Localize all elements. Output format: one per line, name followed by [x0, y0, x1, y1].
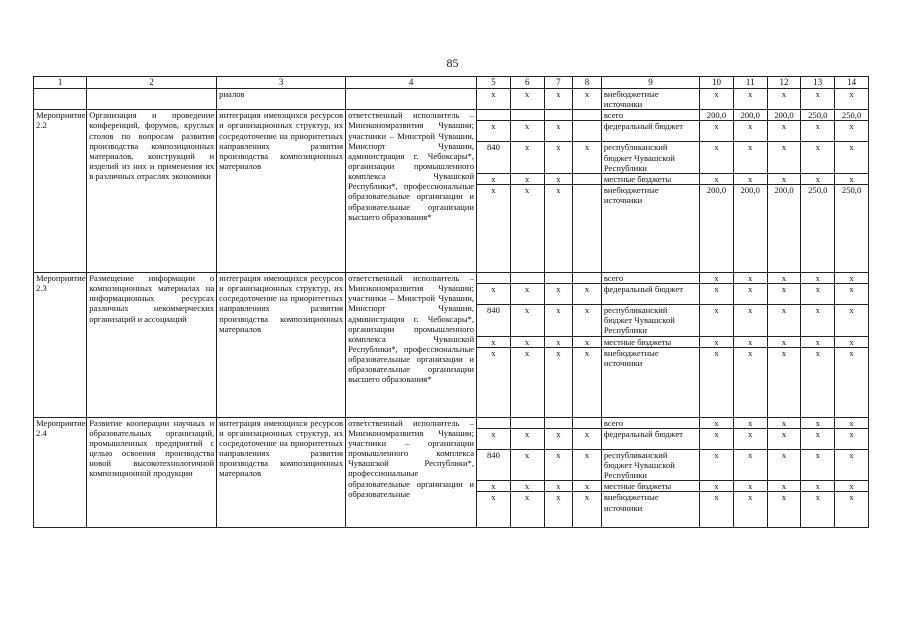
code-cell: x — [544, 449, 573, 480]
value-cell: 200,0 — [700, 110, 734, 121]
funding-source: внебюджетные источники — [601, 89, 699, 110]
value-cell: x — [733, 336, 767, 347]
value-cell: 250,0 — [835, 110, 869, 121]
table-row — [34, 417, 869, 428]
code-cell: 840 — [477, 142, 511, 173]
value-cell: x — [700, 272, 734, 283]
header-cell: 11 — [733, 77, 767, 89]
table-row — [34, 272, 869, 283]
value-cell: x — [835, 305, 869, 336]
code-cell: x — [510, 89, 544, 110]
value-cell: x — [733, 173, 767, 184]
code-cell: x — [544, 347, 573, 417]
value-cell: x — [801, 481, 835, 492]
value-cell: x — [801, 121, 835, 142]
value-cell: 200,0 — [767, 110, 801, 121]
code-cell: x — [573, 492, 602, 528]
code-cell: x — [510, 173, 544, 184]
code-cell: x — [477, 284, 511, 305]
code-cell: x — [573, 305, 602, 336]
code-cell: 840 — [477, 449, 511, 480]
code-cell: x — [510, 336, 544, 347]
value-cell: x — [700, 142, 734, 173]
value-cell: x — [733, 417, 767, 428]
code-cell: x — [510, 481, 544, 492]
funding-source: внебюджетные источники — [601, 184, 699, 272]
value-cell: x — [767, 284, 801, 305]
funding-source: федеральный бюджет — [601, 121, 699, 142]
value-cell: x — [700, 492, 734, 528]
value-cell: x — [767, 142, 801, 173]
header-row — [34, 77, 869, 89]
code-cell: x — [544, 89, 573, 110]
code-cell — [477, 417, 511, 428]
value-cell: x — [733, 481, 767, 492]
event-description — [87, 89, 217, 110]
event-executors — [346, 89, 477, 110]
value-cell: x — [733, 492, 767, 528]
funding-source: федеральный бюджет — [601, 428, 699, 449]
header-cell: 2 — [87, 77, 217, 89]
header-cell: 14 — [835, 77, 869, 89]
value-cell: x — [801, 142, 835, 173]
code-cell: x — [573, 347, 602, 417]
code-cell — [477, 110, 511, 121]
code-cell — [510, 110, 544, 121]
event-goal: риалов — [217, 89, 346, 110]
value-cell: x — [700, 305, 734, 336]
code-cell — [573, 121, 602, 142]
value-cell: x — [801, 347, 835, 417]
value-cell: x — [801, 272, 835, 283]
value-cell: x — [767, 89, 801, 110]
code-cell: x — [573, 89, 602, 110]
event-executors: ответственный исполнитель – Минэкономразвития Чувашии; участники – Минстрой Чувашии, Минспорт Чувашии, администрация г. Чебоксары*, организации промышленного комплекса Чувашской Республики*, профессиональные образовательные организации и образовательные организации высшего образования* — [346, 110, 477, 273]
code-cell: x — [510, 284, 544, 305]
event-description: Развитие кооперации научных и образовательных организаций, промышленных предприятий с целью освоения производства новой высокотехнологичной композиционной продукции — [87, 417, 217, 528]
value-cell: x — [767, 173, 801, 184]
event-executors: ответственный исполнитель – Минэкономразвития Чувашии; участники – организации промышленного комплекса Чувашской Республики*, профессиональные образовательные организации и образовательные — [346, 417, 477, 528]
header-cell: 7 — [544, 77, 573, 89]
value-cell: 250,0 — [801, 110, 835, 121]
value-cell: x — [835, 449, 869, 480]
funding-source: всего — [601, 417, 699, 428]
funding-source: внебюджетные источники — [601, 492, 699, 528]
value-cell: x — [733, 142, 767, 173]
event-title: Мероприятие 2.2 — [34, 110, 87, 273]
page-number: 85 — [446, 56, 459, 70]
value-cell: x — [801, 449, 835, 480]
code-cell — [477, 272, 511, 283]
event-title — [34, 89, 87, 110]
value-cell: x — [733, 449, 767, 480]
value-cell: x — [733, 272, 767, 283]
code-cell: x — [477, 481, 511, 492]
value-cell: 200,0 — [733, 184, 767, 272]
code-cell: x — [573, 428, 602, 449]
value-cell: x — [801, 336, 835, 347]
value-cell: x — [835, 347, 869, 417]
code-cell: x — [510, 305, 544, 336]
code-cell: x — [510, 492, 544, 528]
value-cell: 200,0 — [767, 184, 801, 272]
code-cell — [573, 417, 602, 428]
funding-source: внебюджетные источники — [601, 347, 699, 417]
code-cell — [573, 173, 602, 184]
value-cell: x — [700, 89, 734, 110]
header-cell: 10 — [700, 77, 734, 89]
value-cell: x — [700, 336, 734, 347]
code-cell: x — [573, 481, 602, 492]
value-cell: x — [801, 284, 835, 305]
funding-source: местные бюджеты — [601, 173, 699, 184]
value-cell: x — [700, 347, 734, 417]
funding-source: республиканский бюджет Чувашской Республики — [601, 142, 699, 173]
value-cell: x — [767, 492, 801, 528]
value-cell: 250,0 — [835, 184, 869, 272]
value-cell: x — [767, 347, 801, 417]
code-cell: x — [477, 347, 511, 417]
value-cell: x — [733, 284, 767, 305]
code-cell: x — [544, 184, 573, 272]
event-executors: ответственный исполнитель – Минэкономразвития Чувашии; участники – Минстрой Чувашии, Минспорт Чувашии, администрация г. Чебоксары*, организации промышленного комплекса Чувашской Республики*, профессиональные образовательные организации и образовательные организации высшего образования* — [346, 272, 477, 417]
value-cell: x — [733, 347, 767, 417]
code-cell: x — [510, 121, 544, 142]
value-cell: x — [733, 428, 767, 449]
event-description: Организация и проведение конференций, форумов, круглых столов по вопросам развития производства композиционных материалов, конструкций и изделий из них и применения их в различных отраслях экономики — [87, 110, 217, 273]
event-goal: интеграция имеющихся ресурсов и организационных структур, их сосредоточение на приоритетных направлениях развития производства композиционных материалов — [217, 110, 346, 273]
funding-source: местные бюджеты — [601, 481, 699, 492]
value-cell: x — [801, 89, 835, 110]
code-cell — [573, 272, 602, 283]
code-cell — [510, 417, 544, 428]
event-description: Размещение информации о композиционных материалах на информационных ресурсах различных некоммерческих организаций и ассоциаций — [87, 272, 217, 417]
value-cell: x — [835, 492, 869, 528]
value-cell: x — [835, 336, 869, 347]
code-cell — [544, 272, 573, 283]
value-cell: x — [767, 336, 801, 347]
code-cell: x — [477, 121, 511, 142]
header-cell: 5 — [477, 77, 511, 89]
code-cell: x — [544, 173, 573, 184]
value-cell: x — [733, 121, 767, 142]
code-cell: x — [477, 428, 511, 449]
value-cell: x — [835, 481, 869, 492]
event-goal: интеграция имеющихся ресурсов и организационных структур, их сосредоточение на приоритетных направлениях развития производства композиционных материалов — [217, 272, 346, 417]
value-cell: 200,0 — [700, 184, 734, 272]
code-cell: x — [510, 449, 544, 480]
header-cell: 4 — [346, 77, 477, 89]
value-cell: x — [835, 272, 869, 283]
code-cell — [510, 272, 544, 283]
code-cell — [573, 184, 602, 272]
value-cell: x — [801, 305, 835, 336]
funding-source: республиканский бюджет Чувашской Республики — [601, 305, 699, 336]
value-cell: x — [700, 428, 734, 449]
value-cell: x — [835, 417, 869, 428]
value-cell: x — [733, 305, 767, 336]
value-cell: x — [801, 173, 835, 184]
value-cell: x — [700, 173, 734, 184]
continuation-row — [34, 89, 869, 110]
code-cell: x — [544, 142, 573, 173]
code-cell: x — [477, 89, 511, 110]
event-title: Мероприятие 2.4 — [34, 417, 87, 528]
value-cell: x — [700, 449, 734, 480]
code-cell: x — [573, 142, 602, 173]
code-cell: x — [477, 492, 511, 528]
value-cell: x — [835, 142, 869, 173]
code-cell: x — [544, 305, 573, 336]
header-cell: 3 — [217, 77, 346, 89]
code-cell: x — [544, 428, 573, 449]
value-cell: x — [835, 89, 869, 110]
value-cell: 250,0 — [801, 184, 835, 272]
code-cell: x — [477, 336, 511, 347]
value-cell: x — [801, 428, 835, 449]
funding-source: федеральный бюджет — [601, 284, 699, 305]
value-cell: 200,0 — [733, 110, 767, 121]
code-cell: x — [477, 184, 511, 272]
code-cell: x — [573, 284, 602, 305]
value-cell: x — [801, 417, 835, 428]
funding-source: местные бюджеты — [601, 336, 699, 347]
funding-source: всего — [601, 272, 699, 283]
code-cell: x — [544, 121, 573, 142]
value-cell: x — [767, 417, 801, 428]
table-row — [34, 110, 869, 121]
code-cell: x — [544, 492, 573, 528]
header-cell: 8 — [573, 77, 602, 89]
value-cell: x — [733, 89, 767, 110]
funding-source: республиканский бюджет Чувашской Республики — [601, 449, 699, 480]
code-cell: x — [477, 173, 511, 184]
code-cell — [544, 417, 573, 428]
value-cell: x — [835, 173, 869, 184]
event-title: Мероприятие 2.3 — [34, 272, 87, 417]
header-cell: 9 — [601, 77, 699, 89]
code-cell: x — [544, 336, 573, 347]
value-cell: x — [767, 449, 801, 480]
value-cell: x — [767, 428, 801, 449]
funding-source: всего — [601, 110, 699, 121]
value-cell: x — [767, 305, 801, 336]
value-cell: x — [700, 417, 734, 428]
value-cell: x — [767, 121, 801, 142]
value-cell: x — [700, 284, 734, 305]
value-cell: x — [801, 492, 835, 528]
value-cell: x — [767, 481, 801, 492]
value-cell: x — [767, 272, 801, 283]
code-cell — [573, 110, 602, 121]
value-cell: x — [835, 428, 869, 449]
code-cell: x — [544, 284, 573, 305]
code-cell: x — [573, 336, 602, 347]
header-cell: 13 — [801, 77, 835, 89]
header-cell: 1 — [34, 77, 87, 89]
value-cell: x — [700, 121, 734, 142]
code-cell: x — [510, 347, 544, 417]
event-goal: интеграция имеющихся ресурсов и организационных структур, их сосредоточение на приоритетных направлениях развития производства композиционных материалов — [217, 417, 346, 528]
events-body — [34, 110, 869, 528]
code-cell: x — [510, 142, 544, 173]
code-cell: x — [573, 449, 602, 480]
code-cell: x — [510, 184, 544, 272]
value-cell: x — [700, 481, 734, 492]
value-cell: x — [835, 284, 869, 305]
value-cell: x — [835, 121, 869, 142]
code-cell: x — [544, 481, 573, 492]
header-cell: 6 — [510, 77, 544, 89]
code-cell: x — [510, 428, 544, 449]
program-table — [33, 76, 869, 528]
code-cell — [544, 110, 573, 121]
code-cell: 840 — [477, 305, 511, 336]
header-cell: 12 — [767, 77, 801, 89]
